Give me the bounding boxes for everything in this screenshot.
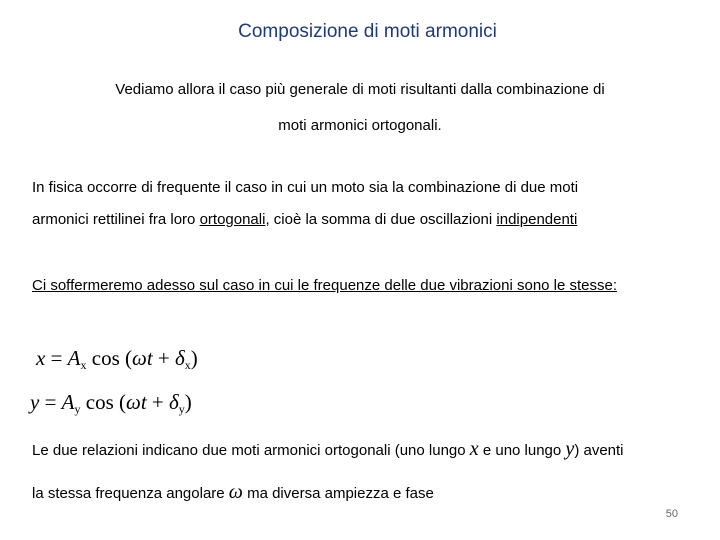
intro-line-2: moti armonici ortogonali. bbox=[278, 117, 442, 134]
paragraph-2: Ci soffermeremo adesso sul caso in cui le frequenze delle due vibrazioni sono le stesse: bbox=[32, 277, 618, 294]
text-segment: Le due relazioni indicano due moti armonici ortogonali (uno lungo bbox=[32, 442, 470, 459]
eq-delta-sub: y bbox=[178, 402, 185, 416]
paragraph-1-line-2 bbox=[32, 211, 577, 228]
eq-close: ) bbox=[184, 390, 192, 414]
eq-omega-t: ωt bbox=[132, 346, 153, 370]
text-segment: la stessa frequenza angolare bbox=[32, 485, 229, 502]
eq-equals: = bbox=[45, 346, 68, 370]
eq-equals: = bbox=[39, 390, 62, 414]
text-segment: armonici rettilinei fra loro bbox=[32, 211, 200, 228]
paragraph-1-line-1: In fisica occorre di frequente il caso in cui un moto sia la combinazione di due moti bbox=[32, 179, 579, 196]
paragraph-4 bbox=[32, 481, 434, 504]
eq-amplitude: A bbox=[61, 390, 75, 414]
eq-close: ) bbox=[190, 346, 198, 370]
eq-var: x bbox=[36, 346, 46, 370]
eq-plus: + bbox=[152, 346, 176, 370]
text-segment: ) aventi bbox=[574, 442, 624, 459]
equation-x bbox=[36, 346, 198, 371]
eq-var: y bbox=[30, 390, 40, 414]
eq-delta: δ bbox=[169, 390, 179, 414]
math-var-omega: ω bbox=[228, 481, 243, 503]
text-segment: e uno lungo bbox=[478, 442, 566, 459]
eq-amplitude-sub: x bbox=[80, 358, 87, 372]
eq-delta: δ bbox=[175, 346, 185, 370]
page-number: 50 bbox=[665, 508, 678, 520]
eq-delta-sub: x bbox=[184, 358, 191, 372]
text-segment: ma diversa ampiezza e fase bbox=[242, 485, 434, 502]
underlined-term-indipendenti: indipendenti bbox=[496, 211, 578, 228]
underlined-term-ortogonali: ortogonali bbox=[199, 211, 266, 228]
eq-cos: cos ( bbox=[86, 346, 132, 370]
intro-line-1: Vediamo allora il caso più generale di moti risultanti dalla combinazione di bbox=[115, 81, 605, 98]
eq-amplitude-sub: y bbox=[74, 402, 81, 416]
paragraph-3 bbox=[32, 438, 624, 461]
text-segment: , cioè la somma di due oscillazioni bbox=[265, 211, 497, 228]
math-var-x: x bbox=[469, 438, 479, 460]
eq-omega-t: ωt bbox=[126, 390, 147, 414]
eq-plus: + bbox=[146, 390, 170, 414]
slide-title: Composizione di moti armonici bbox=[238, 21, 497, 42]
eq-amplitude: A bbox=[67, 346, 81, 370]
eq-cos: cos ( bbox=[80, 390, 126, 414]
math-var-y: y bbox=[565, 438, 575, 460]
equation-y bbox=[30, 390, 192, 415]
